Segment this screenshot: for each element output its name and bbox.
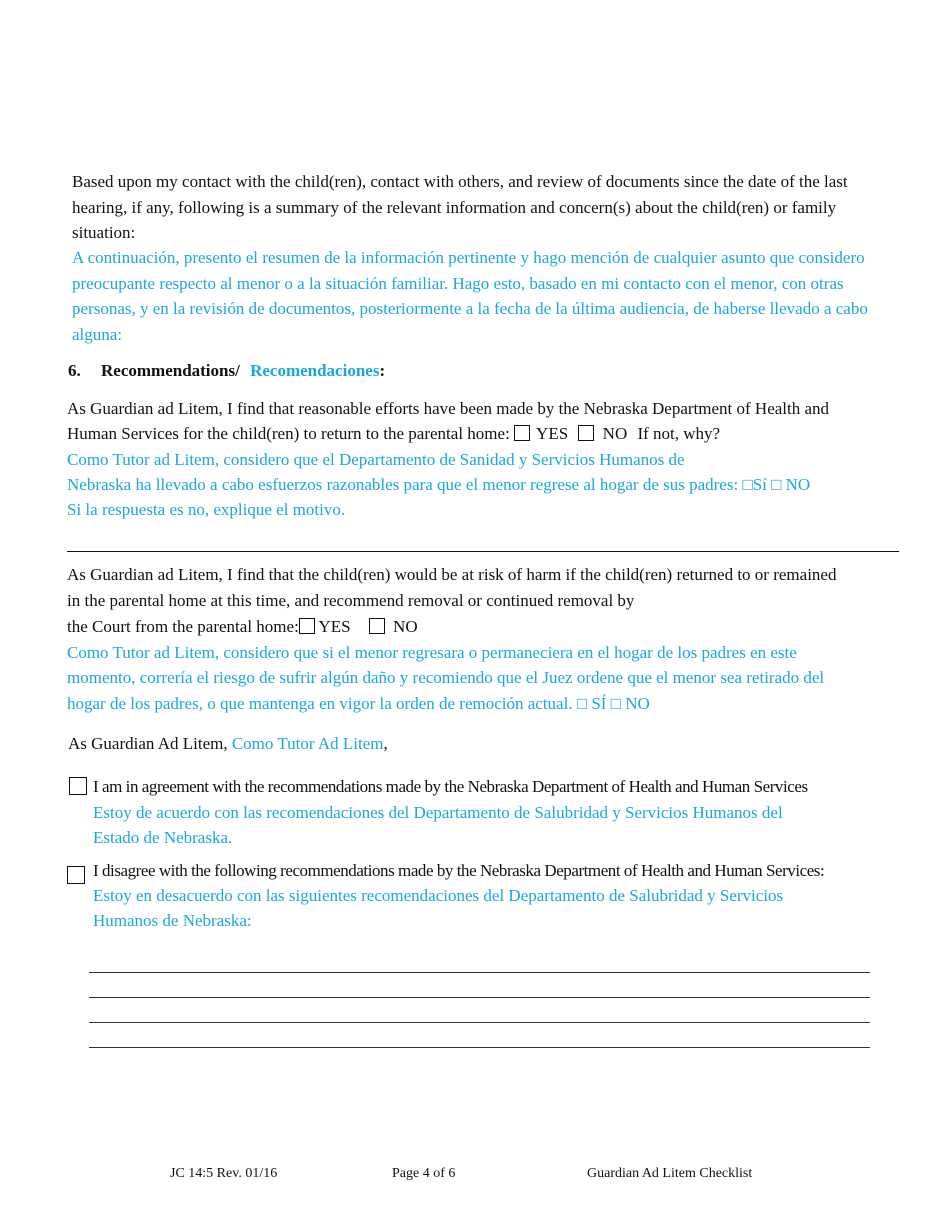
footer-title: Guardian Ad Litem Checklist xyxy=(587,1166,753,1181)
risk-es-line1: Como Tutor ad Litem, considero que si el menor regresara o permaneciera en el hogar de los padres en este xyxy=(67,643,797,662)
agree-es-line2: Estado de Nebraska. xyxy=(93,828,233,847)
risk-es-line2: momento, correría el riesgo de sufrir algún daño y recomiendo que el Juez ordene que el menor sea retirado del xyxy=(67,668,825,687)
risk-yes-checkbox[interactable] xyxy=(299,618,315,634)
efforts-yes-label: YES xyxy=(536,424,569,443)
section-6-heading xyxy=(68,358,385,384)
as-gal-comma: , xyxy=(383,734,388,753)
efforts-en-line1: As Guardian ad Litem, I find that reasonable efforts have been made by the Nebraska Department of Health and xyxy=(67,399,830,418)
summary-en: Based upon my contact with the child(ren), contact with others, and review of documents since the date of the last hearing, if any, following is a summary of the relevant information and concern(s) about the child(ren) or family situation: xyxy=(72,172,848,242)
section-title-colon: : xyxy=(379,361,386,380)
agree-en: I am in agreement with the recommendations made by the Nebraska Department of Health and Human Services xyxy=(93,777,808,796)
summary-es: A continuación, presento el resumen de la información pertinente y hago mención de cualquier asunto que considero preocupante respecto al menor o a la situación familiar. Hago esto, basado en mi contacto con el menor, con otras personas, y en la revisión de documentos, posteriormente a la fecha de la última audiencia, de haberse llevado a cabo alguna: xyxy=(72,248,868,344)
efforts-question: Human Services for the child(ren) to return to the parental home: xyxy=(67,424,510,443)
as-gal-en: As Guardian Ad Litem, xyxy=(68,734,228,753)
efforts-no-label: NO xyxy=(602,424,628,443)
efforts-answer-line[interactable] xyxy=(67,551,899,552)
risk-en-line3 xyxy=(67,614,418,640)
section-title-es: Recomendaciones xyxy=(250,361,380,380)
risk-no-checkbox[interactable] xyxy=(369,618,385,634)
section-number: 6. xyxy=(68,361,81,380)
disagree-answer-line-3[interactable] xyxy=(89,1022,870,1023)
disagree-en: I disagree with the following recommendations made by the Nebraska Department of Health and Human Services: xyxy=(93,861,825,880)
section-title-en: Recommendations/ xyxy=(101,361,240,380)
risk-yes-label: YES xyxy=(318,617,351,636)
disagree-checkbox[interactable] xyxy=(67,866,85,884)
disagree-es-line2: Humanos de Nebraska: xyxy=(93,911,252,930)
footer-form-id: JC 14:5 Rev. 01/16 xyxy=(170,1166,278,1181)
efforts-no-checkbox[interactable] xyxy=(578,425,594,441)
disagree-answer-line-2[interactable] xyxy=(89,997,870,998)
footer-page-number: Page 4 of 6 xyxy=(392,1166,456,1181)
efforts-yes-checkbox[interactable] xyxy=(514,425,530,441)
efforts-es-line2: Nebraska ha llevado a cabo esfuerzos razonables para que el menor regrese al hogar de sus padres: □Sí □ NO xyxy=(67,475,811,494)
agree-es-line1: Estoy de acuerdo con las recomendaciones del Departamento de Salubridad y Servicios Humanos del xyxy=(93,803,783,822)
risk-en-line2: in the parental home at this time, and recommend removal or continued removal by xyxy=(67,591,635,610)
efforts-es-line1: Como Tutor ad Litem, considero que el Departamento de Sanidad y Servicios Humanos de xyxy=(67,450,685,469)
disagree-answer-line-4[interactable] xyxy=(89,1047,870,1048)
agree-checkbox[interactable] xyxy=(69,777,87,795)
efforts-es-line3: Si la respuesta es no, explique el motivo. xyxy=(67,500,346,519)
as-gal-es: Como Tutor Ad Litem xyxy=(231,734,384,753)
risk-question: the Court from the parental home: xyxy=(67,617,299,636)
disagree-answer-line-1[interactable] xyxy=(89,972,870,973)
efforts-why: If not, why? xyxy=(637,424,721,443)
risk-en-line1: As Guardian ad Litem, I find that the child(ren) would be at risk of harm if the child(ren) returned to or remained xyxy=(67,565,837,584)
disagree-es-line1: Estoy en desacuerdo con las siguientes recomendaciones del Departamento de Salubridad y Servicios xyxy=(93,886,784,905)
as-gal-line xyxy=(68,731,388,757)
risk-no-label: NO xyxy=(393,617,418,636)
efforts-en-line2 xyxy=(67,421,720,447)
risk-es-line3: hogar de los padres, o que mantenga en vigor la orden de remoción actual. □ SÍ □ NO xyxy=(67,694,650,713)
